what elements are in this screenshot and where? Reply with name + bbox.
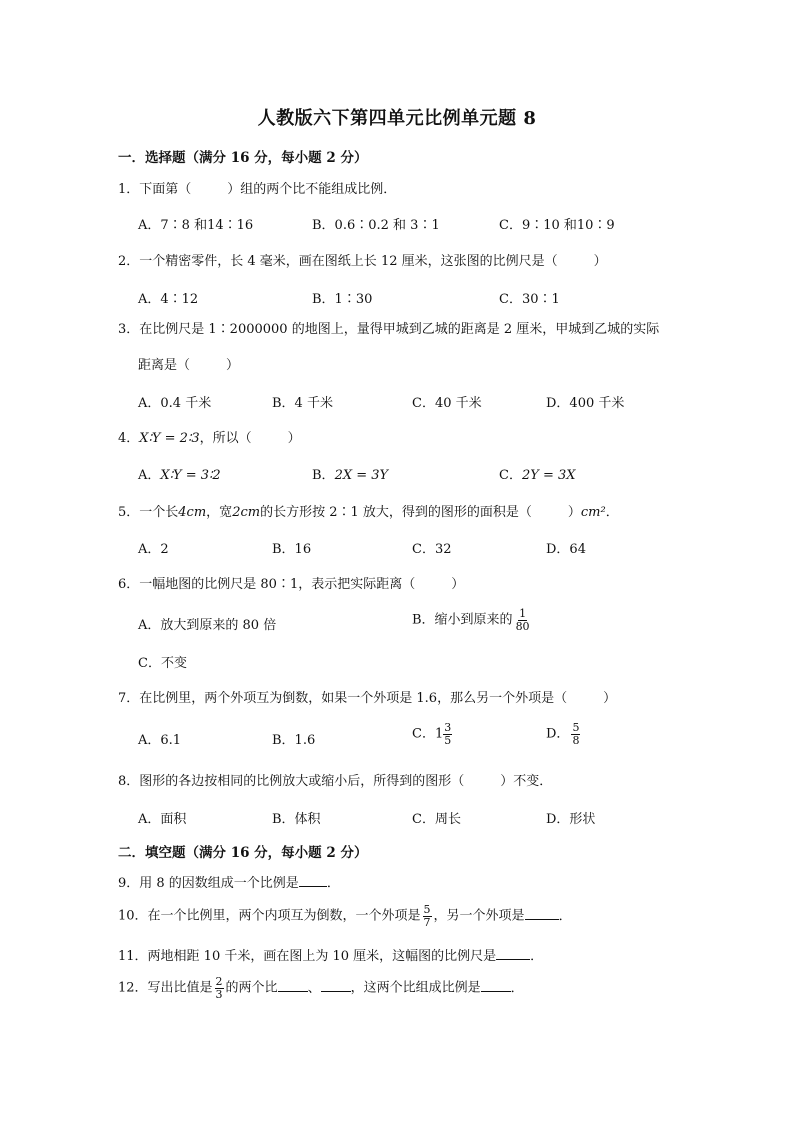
question-12 xyxy=(118,976,524,1001)
question-5-text-mid1: ，宽 xyxy=(206,505,233,520)
question-7-option-b: B．1.6 xyxy=(272,733,316,748)
question-8-option-c: C．周长 xyxy=(412,812,461,827)
option-expression: 2Y = 3X xyxy=(521,468,576,483)
question-8-option-b: B．体积 xyxy=(272,812,321,827)
option-letter: B． xyxy=(312,468,335,483)
question-12-text-mid2: ，这两个比组成比例是 xyxy=(350,980,481,996)
question-4-option-c xyxy=(499,466,576,486)
question-5-width: 2cm xyxy=(232,505,261,520)
question-3-option-b: B．4 千米 xyxy=(272,396,333,411)
question-2 xyxy=(118,252,607,272)
question-10 xyxy=(118,904,572,929)
option-expression: 2X = 3Y xyxy=(334,468,389,483)
question-7-option-a: A．6.1 xyxy=(138,733,182,748)
question-2-option-a: A．4∶12 xyxy=(138,292,199,307)
question-11-text-post: ． xyxy=(530,949,544,964)
question-1-text-post: ）组的两个比不能组成比例． xyxy=(227,182,397,197)
answer-blank[interactable] xyxy=(278,977,308,992)
question-1-option-b: B．0.6∶0.2 和 3∶1 xyxy=(312,218,440,233)
question-5-option-c: C．32 xyxy=(412,542,452,557)
question-7-text-post: ） xyxy=(603,691,617,706)
question-9-text-post: ． xyxy=(326,876,340,891)
fraction-numerator: 5 xyxy=(572,721,580,734)
question-4 xyxy=(118,429,301,449)
fraction-denominator: 8 xyxy=(572,734,580,747)
answer-blank[interactable] xyxy=(481,977,511,992)
question-8-text-post: ）不变． xyxy=(500,774,553,789)
question-6-option-b xyxy=(412,608,533,633)
question-8 xyxy=(118,772,552,792)
question-6 xyxy=(118,575,464,595)
answer-blank[interactable] xyxy=(321,977,351,992)
question-12-text-pre: 12．写出比值是 xyxy=(118,980,213,996)
separator: 、 xyxy=(307,981,321,996)
question-4-option-a xyxy=(138,466,221,486)
question-3-text-post: ） xyxy=(226,358,240,373)
question-3-option-d: D．400 千米 xyxy=(546,396,625,411)
question-7 xyxy=(118,689,616,709)
question-8-text-pre: 8．图形的各边按相同的比例放大或缩小后，所得到的图形（ xyxy=(118,774,465,789)
fraction xyxy=(443,722,452,747)
question-7-option-d xyxy=(546,722,582,747)
answer-blank[interactable] xyxy=(525,905,559,920)
fraction xyxy=(515,608,531,633)
question-3-line-1: 3．在比例尺是 1∶2000000 的地图上，量得甲城到乙城的距离是 2 厘米，甲城到乙城的实际 xyxy=(118,322,660,337)
answer-blank[interactable] xyxy=(299,872,327,887)
option-letter: C． xyxy=(499,468,522,483)
question-10-text-post: ． xyxy=(558,909,572,924)
question-4-text-mid: ，所以（ xyxy=(199,431,252,446)
option-text: B．缩小到原来的 xyxy=(412,612,513,628)
page-title: 人教版六下第四单元比例单元题 8 xyxy=(257,108,537,129)
fraction-denominator: 5 xyxy=(444,734,452,747)
question-2-option-c: C．30∶1 xyxy=(499,292,560,307)
question-4-expression: X∶Y = 2∶3 xyxy=(139,431,200,446)
question-1 xyxy=(118,180,396,200)
question-4-text-post: ） xyxy=(287,431,301,446)
fraction-numerator: 2 xyxy=(215,975,223,988)
question-3-option-c: C．40 千米 xyxy=(412,396,482,411)
fraction-denominator: 7 xyxy=(423,916,431,929)
question-5-unit: cm² xyxy=(580,505,606,520)
question-6-text-pre: 6．一幅地图的比例尺是 80∶1，表示把实际距离（ xyxy=(118,577,416,592)
option-expression: X∶Y = 3∶2 xyxy=(160,468,221,483)
fraction xyxy=(423,904,432,929)
question-6-option-a: A．放大到原来的 80 倍 xyxy=(138,618,277,633)
question-4-text-pre: 4． xyxy=(118,431,140,446)
question-11-text-pre: 11．两地相距 10 千米，画在图上为 10 厘米，这幅图的比例尺是 xyxy=(118,949,497,964)
fraction xyxy=(215,976,224,1001)
fraction-numerator: 5 xyxy=(423,903,431,916)
question-10-text-pre: 10．在一个比例里，两个内项互为倒数，一个外项是 xyxy=(118,908,421,924)
question-11 xyxy=(118,945,543,967)
fraction-denominator: 3 xyxy=(215,988,223,1001)
question-5-option-a: A．2 xyxy=(138,542,169,557)
question-10-text-mid: ，另一个外项是 xyxy=(433,908,525,924)
fraction xyxy=(571,722,580,747)
question-8-option-d: D．形状 xyxy=(546,812,596,827)
question-3-line-2 xyxy=(138,356,239,376)
question-2-option-b: B．1∶30 xyxy=(312,292,373,307)
question-5-option-d: D．64 xyxy=(546,542,586,557)
answer-blank[interactable] xyxy=(496,945,530,960)
question-7-option-c xyxy=(412,722,454,747)
fraction-denominator: 80 xyxy=(515,620,530,633)
fraction-numerator: 1 xyxy=(519,607,527,620)
fraction-numerator: 3 xyxy=(444,721,452,734)
question-2-text-post: ） xyxy=(593,254,607,269)
question-3-option-a: A．0.4 千米 xyxy=(138,396,212,411)
question-5-text-mid2: 的长方形按 2∶1 放大，得到的图形的面积是（ xyxy=(260,505,532,520)
section-heading-fill-in: 二．填空题（满分 16 分，每小题 2 分） xyxy=(118,845,368,861)
question-9-text-pre: 9．用 8 的因数组成一个比例是 xyxy=(118,876,299,891)
option-text: C．1 xyxy=(412,726,444,742)
question-1-option-c: C．9∶10 和10∶9 xyxy=(499,218,615,233)
question-5-option-b: B．16 xyxy=(272,542,312,557)
option-text: D． xyxy=(546,726,570,742)
question-12-text-mid1: 的两个比 xyxy=(225,980,278,996)
question-5-length: 4cm xyxy=(178,505,207,520)
question-6-text-post: ） xyxy=(451,577,465,592)
question-5-text-pre: 5．一个长 xyxy=(118,505,179,520)
question-1-text-pre: 1．下面第（ xyxy=(118,182,192,197)
section-heading-choice: 一．选择题（满分 16 分，每小题 2 分） xyxy=(118,150,368,166)
question-8-option-a: A．面积 xyxy=(138,812,187,827)
question-12-text-post: ． xyxy=(510,981,524,996)
question-5 xyxy=(118,503,619,523)
question-6-option-c: C．不变 xyxy=(138,656,187,671)
question-5-text-post: ） xyxy=(567,505,581,520)
option-letter: A． xyxy=(138,468,161,483)
question-1-option-a: A．7∶8 和14∶16 xyxy=(138,218,254,233)
question-9 xyxy=(118,872,340,894)
question-4-option-b xyxy=(312,466,388,486)
question-3-text-pre: 距离是（ xyxy=(138,358,191,373)
question-7-text-pre: 7．在比例里，两个外项互为倒数，如果一个外项是 1.6，那么另一个外项是（ xyxy=(118,691,568,706)
question-5-text-end: ． xyxy=(605,505,619,520)
question-2-text-pre: 2．一个精密零件，长 4 毫米，画在图纸上长 12 厘米，这张图的比例尺是（ xyxy=(118,254,558,269)
